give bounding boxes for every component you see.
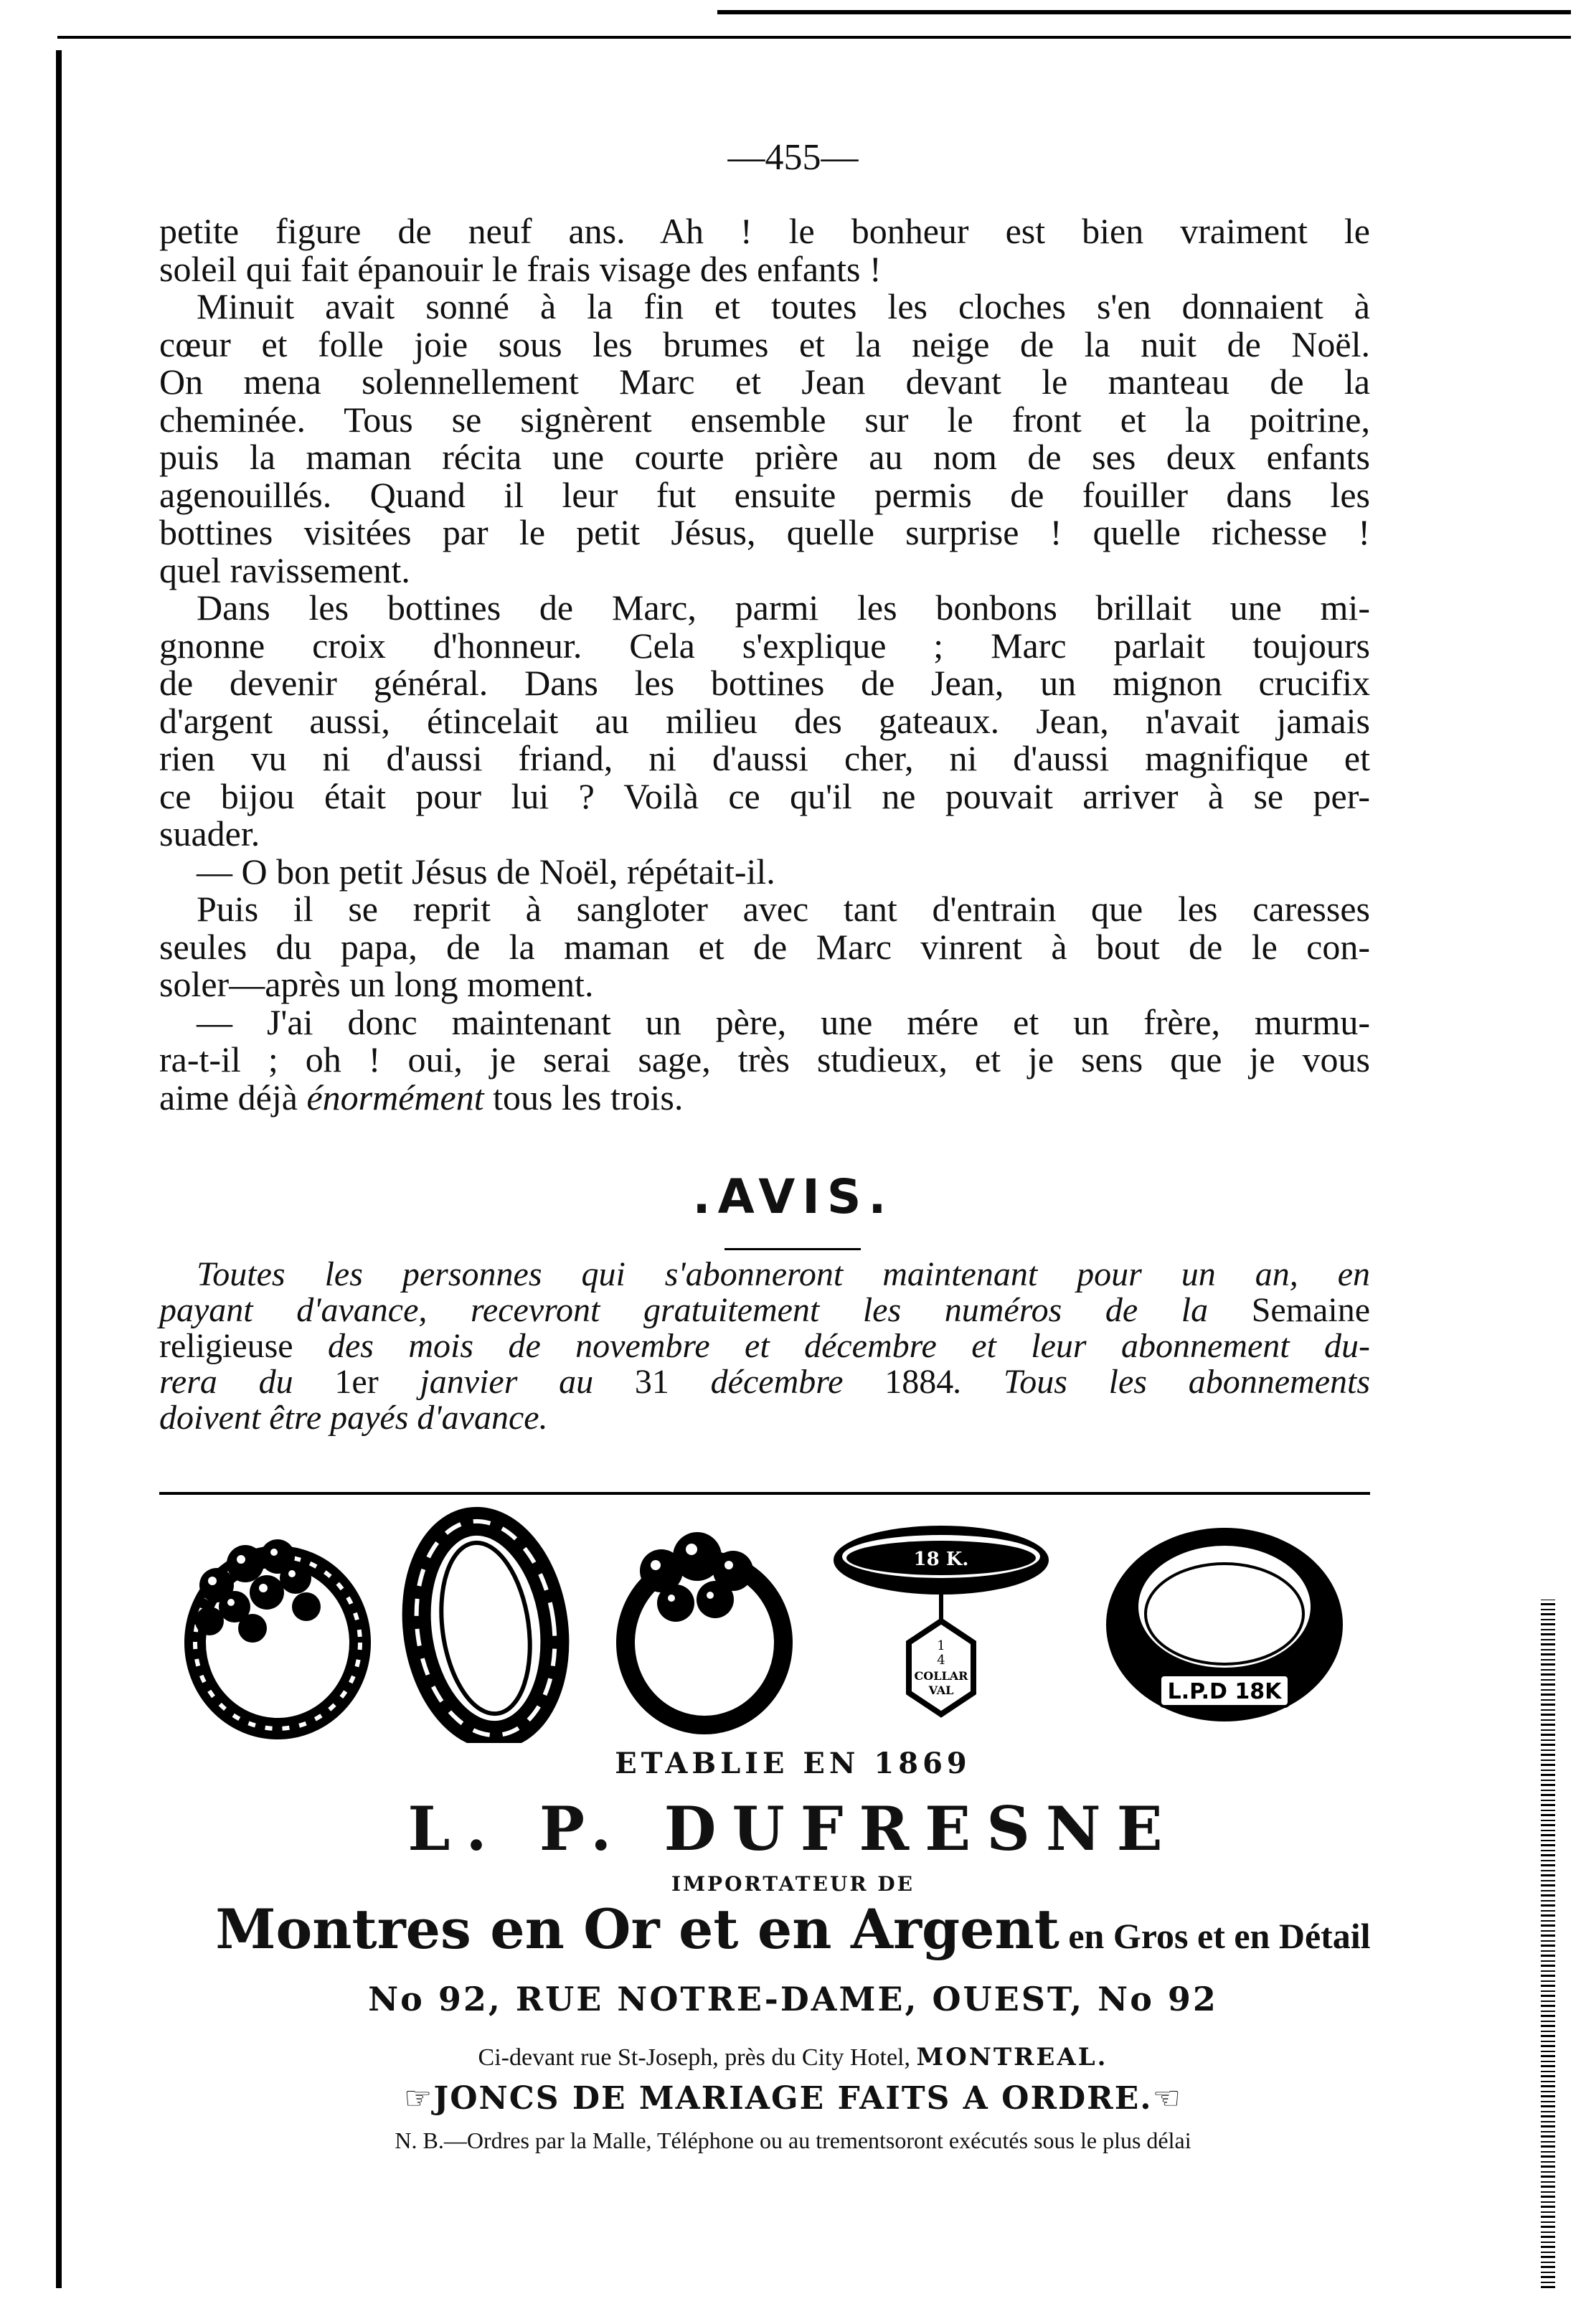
ring-raised-cluster-icon — [626, 1532, 783, 1725]
story-line: gnonne croix d'honneur. Cela s'explique ; Marc parlait toujours — [159, 625, 1370, 666]
avis-heading: .AVIS. — [692, 1169, 894, 1224]
story-line: Puis il se reprit à sangloter avec tant d'entrain que les caresses — [197, 889, 1370, 929]
ring-signet-icon — [1106, 1528, 1343, 1721]
story-line: — O bon petit Jésus de Noël, répétait-il. — [197, 851, 775, 892]
rings-illustration — [159, 1506, 1370, 1743]
section-divider — [159, 1492, 1370, 1495]
story-line: ce bijou était pour lui ? Voilà ce qu'il ne pouvait arriver à se per- — [159, 775, 1370, 816]
notice-publication: Semaine — [1251, 1291, 1370, 1329]
ad-former-address — [0, 2043, 1586, 2072]
story-line: quel ravissement. — [159, 549, 410, 590]
story-line: petite figure de neuf ans. Ah ! le bonheur est bien vraiment le — [159, 211, 1370, 251]
notice-line — [159, 1293, 1370, 1328]
notice-line: Toutes les personnes qui s'abonneront maintenant pour un an, en — [197, 1255, 1370, 1293]
tag-label: COLLAR — [914, 1669, 968, 1683]
notice-text: . Tous les abonnements — [953, 1363, 1371, 1401]
ad-address: No 92, RUE NOTRE-DAME, OUEST, No 92 — [368, 1980, 1218, 2018]
story-line: agenouillés. Quand il leur fut ensuite permis de fouiller dans les — [159, 474, 1370, 515]
notice-text: payant d'avance, recevront gratuitement les numéros de la — [159, 1291, 1252, 1329]
story-line: soleil qui fait épanouir le frais visage des enfants ! — [159, 248, 882, 289]
ad-merchant-name: L. P. DUFRESNE — [407, 1793, 1179, 1864]
page-number: —455— — [727, 137, 859, 178]
story-line: Minuit avait sonné à la fin et toutes les cloches s'en donnaient à — [197, 286, 1370, 326]
tag-number: 1 — [937, 1638, 945, 1653]
tag-number: 4 — [937, 1653, 945, 1668]
story-line: bottines visitées par le petit Jésus, quelle surprise ! quelle richesse ! — [159, 512, 1370, 552]
story-line: On mena solennellement Marc et Jean devant le manteau de la — [159, 362, 1370, 402]
ring-band-icon — [403, 1512, 568, 1743]
avis-underline — [724, 1248, 861, 1250]
ad-former-address-text: Ci-devant rue St-Joseph, près du City Hotel, — [478, 2044, 917, 2071]
story-emphasis: énormément — [306, 1077, 484, 1118]
notice-year: 1884 — [884, 1363, 954, 1401]
story-line-final — [159, 1079, 1370, 1117]
story-line: — J'ai donc maintenant un père, une mére et un frère, murmu- — [197, 1001, 1370, 1042]
pointing-hand-right-icon: ☞ — [403, 2080, 434, 2117]
ad-headline — [0, 1897, 1586, 1961]
story-line: cheminée. Tous se signèrent ensemble sur le front et la poitrine, — [159, 399, 1370, 440]
tag-label: VAL — [928, 1683, 954, 1697]
story-line: seules du papa, de la maman et de Marc vinrent à bout de le con- — [159, 926, 1370, 967]
story-line: rien vu ni d'aussi friand, ni d'aussi cher, ni d'aussi magnifique et — [159, 738, 1370, 778]
story-line: d'argent aussi, étincelait au milieu des gateaux. Jean, n'avait jamais — [159, 700, 1370, 741]
story-line: de devenir général. Dans les bottines de Jean, un mignon crucifix — [159, 663, 1370, 703]
notice-date: 31 — [634, 1363, 669, 1401]
scan-rule-top — [717, 10, 1571, 14]
notice-line: doivent être payés d'avance. — [159, 1399, 548, 1437]
ad-headline-detail: en Gros et en Détail — [1059, 1916, 1371, 1956]
notice-publication: religieuse — [159, 1327, 328, 1365]
ad-established-line: ETABLIE EN 1869 — [615, 1747, 971, 1780]
ad-wedding-rings-line — [0, 2080, 1586, 2117]
ad-wedding-rings-text: JONCS DE MARIAGE FAITS A ORDRE. — [433, 2080, 1153, 2117]
story-line: puis la maman récita une courte prière au nom de ses deux enfants — [159, 437, 1370, 477]
avis-notice — [159, 1257, 1370, 1436]
scan-rule-top-secondary — [57, 36, 1571, 39]
ad-headline-main: Montres en Or et en Argent — [215, 1897, 1059, 1961]
story-line: cœur et folle joie sous les brumes et la neige de la nuit de Noël. — [159, 323, 1370, 364]
notice-date: 1er — [334, 1363, 379, 1401]
notice-line — [159, 1364, 1370, 1400]
band-inscription: 18 K. — [913, 1549, 969, 1570]
notice-text: des mois de novembre et décembre et leur abonnement du- — [327, 1327, 1370, 1365]
notice-text: janvier au — [378, 1363, 635, 1401]
story-text — [159, 212, 1370, 1116]
notice-text: rera du — [159, 1363, 335, 1401]
notice-line — [159, 1328, 1370, 1364]
signet-inscription: L.P.D 18K — [1167, 1679, 1282, 1704]
story-final-lead: aime déjà — [159, 1077, 307, 1118]
ad-city: MONTREAL. — [916, 2043, 1108, 2072]
story-line: ra-t-il ; oh ! oui, je serai sage, très studieux, et je sens que je vous — [159, 1039, 1370, 1080]
pointing-hand-left-icon: ☜ — [1152, 2080, 1183, 2117]
story-final-tail: tous les trois. — [483, 1077, 684, 1118]
ring-with-tag-icon — [834, 1526, 1049, 1714]
story-line: suader. — [159, 813, 260, 854]
story-line: Dans les bottines de Marc, parmi les bonbons brillait une mi- — [197, 587, 1370, 628]
ring-cluster-icon — [195, 1539, 360, 1729]
story-line: soler—après un long moment. — [159, 964, 594, 1004]
notice-text: décembre — [669, 1363, 885, 1401]
ad-order-note: N. B.—Ordres par la Malle, Téléphone ou au trementsoront exécutés sous le plus délai — [395, 2127, 1191, 2153]
ad-importer-line: IMPORTATEUR DE — [671, 1872, 915, 1896]
